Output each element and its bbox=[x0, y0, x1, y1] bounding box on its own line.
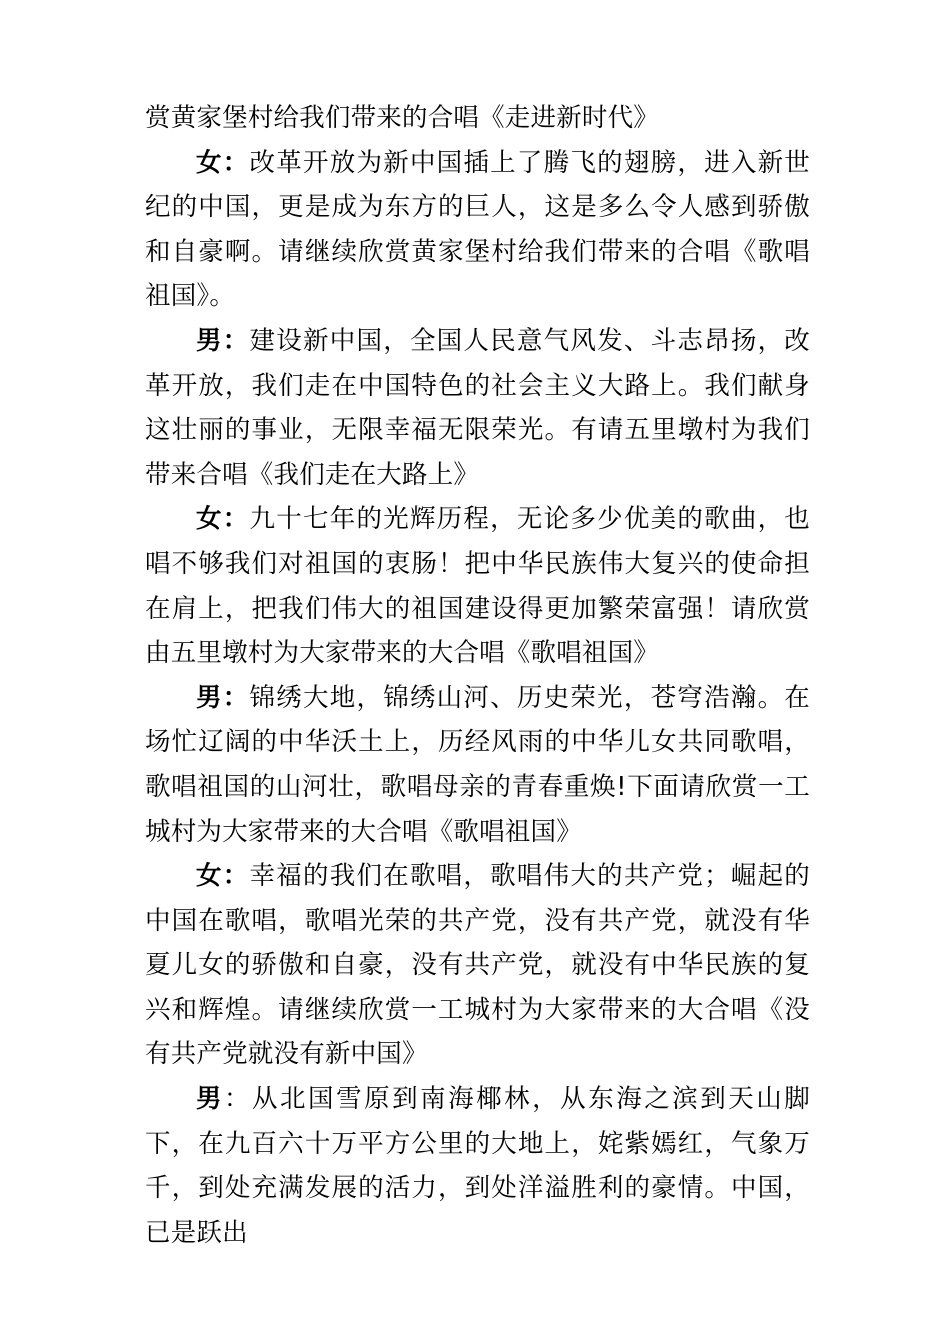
speaker-label: 女 bbox=[196, 504, 223, 535]
speaker-label: 男 bbox=[196, 1084, 225, 1115]
paragraph-continuation bbox=[145, 96, 810, 141]
dialogue-paragraph-female bbox=[145, 497, 810, 675]
dialogue-paragraph-male bbox=[145, 1077, 810, 1255]
speaker-separator: ： bbox=[222, 861, 250, 892]
paragraph-text: 锦绣大地，锦绣山河、历史荣光，苍穹浩瀚。在场忙辽阔的中华沃土上，历经风雨的中华儿女共同歌唱，歌唱祖国的山河壮，歌唱母亲的青春重焕!下面请欣赏一工城村为大家带来的大合唱《歌唱祖国》 bbox=[145, 682, 811, 847]
speaker-separator: ： bbox=[222, 325, 250, 356]
paragraph-text: 从北国雪原到南海椰林，从东海之滨到天山脚下，在九百六十万平方公里的大地上，姹紫嫣红，气象万千，到处充满发展的活力，到处洋溢胜利的豪情。中国，已是跃出 bbox=[145, 1084, 810, 1248]
paragraph-text: 建设新中国，全国人民意气风发、斗志昂扬，改革开放，我们走在中国特色的社会主义大路上。我们献身这壮丽的事业，无限幸福无限荣光。有请五里墩村为我们带来合唱《我们走在大路上》 bbox=[145, 325, 811, 490]
speaker-separator: ： bbox=[222, 682, 250, 713]
dialogue-paragraph-female bbox=[145, 141, 810, 319]
dialogue-paragraph-male bbox=[145, 676, 810, 854]
speaker-label: 女 bbox=[196, 861, 223, 892]
paragraph-text: 九十七年的光辉历程，无论多少优美的歌曲，也唱不够我们对祖国的衷肠！把中华民族伟大复兴的使命担在肩上，把我们伟大的祖国建设得更加繁荣富强！请欣赏由五里墩村为大家带来的大合唱《歌唱祖国》 bbox=[145, 504, 811, 669]
paragraph-text: 赏黄家堡村给我们带来的合唱《走进新时代》 bbox=[145, 103, 660, 133]
speaker-separator: ： bbox=[222, 504, 250, 535]
dialogue-paragraph-male bbox=[145, 319, 810, 497]
speaker-label: 男 bbox=[196, 325, 223, 356]
speaker-separator: ： bbox=[224, 1084, 253, 1115]
speaker-label: 男 bbox=[196, 682, 223, 713]
paragraph-text: 幸福的我们在歌唱，歌唱伟大的共产党；崛起的中国在歌唱，歌唱光荣的共产党，没有共产党，就没有华夏儿女的骄傲和自豪，没有共产党，就没有中华民族的复兴和辉煌。请继续欣赏一工城村为大家带来的大合唱《没有共产党就没有新中国》 bbox=[145, 861, 811, 1070]
dialogue-paragraph-female bbox=[145, 854, 810, 1077]
speaker-label: 女 bbox=[196, 147, 223, 178]
speaker-separator: ： bbox=[222, 147, 250, 178]
document-body bbox=[145, 96, 810, 1255]
paragraph-text: 改革开放为新中国插上了腾飞的翅膀，进入新世纪的中国，更是成为东方的巨人，这是多么令人感到骄傲和自豪啊。请继续欣赏黄家堡村给我们带来的合唱《歌唱祖国》。 bbox=[145, 147, 811, 312]
